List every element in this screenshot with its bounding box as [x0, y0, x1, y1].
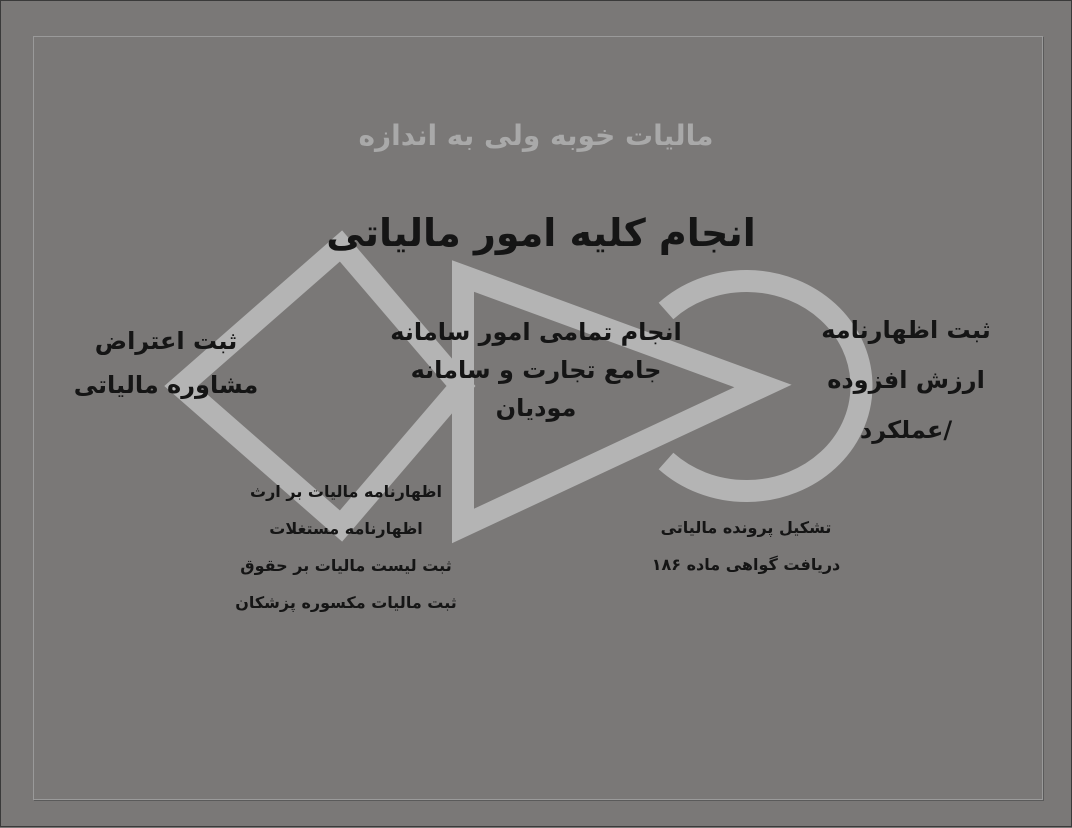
list-item: ثبت لیست مالیات بر حقوق: [240, 556, 452, 575]
list-item: اظهارنامه مالیات بر ارث: [250, 482, 442, 501]
service-column-middle: [381, 313, 691, 427]
service-item: مودیان: [495, 394, 577, 422]
list-item: دریافت گواهی ماده ۱۸۶: [651, 555, 841, 574]
list-item: اظهارنامه مستغلات: [269, 519, 423, 538]
service-column-left: [61, 319, 271, 407]
service-item: /عملکرد: [859, 416, 953, 444]
service-item: مشاوره مالیاتی: [73, 371, 259, 399]
service-list-left: [226, 473, 466, 621]
service-item: انجام تمامی امور سامانه: [390, 318, 682, 346]
service-list-right: [631, 509, 861, 583]
service-column-right: [801, 305, 1011, 455]
service-item: ثبت اظهارنامه: [821, 316, 991, 344]
list-item: تشکیل پرونده مالیاتی: [660, 518, 832, 537]
page-title: انجام کلیه امور مالیاتی: [326, 211, 756, 255]
list-item: ثبت مالیات مکسوره پزشکان: [235, 593, 457, 612]
service-item: جامع تجارت و سامانه: [410, 356, 662, 384]
slogan-text: مالیات خوبه ولی به اندازه: [358, 119, 714, 152]
service-item: ثبت اعتراض: [94, 327, 238, 355]
service-item: ارزش افزوده: [827, 366, 985, 394]
